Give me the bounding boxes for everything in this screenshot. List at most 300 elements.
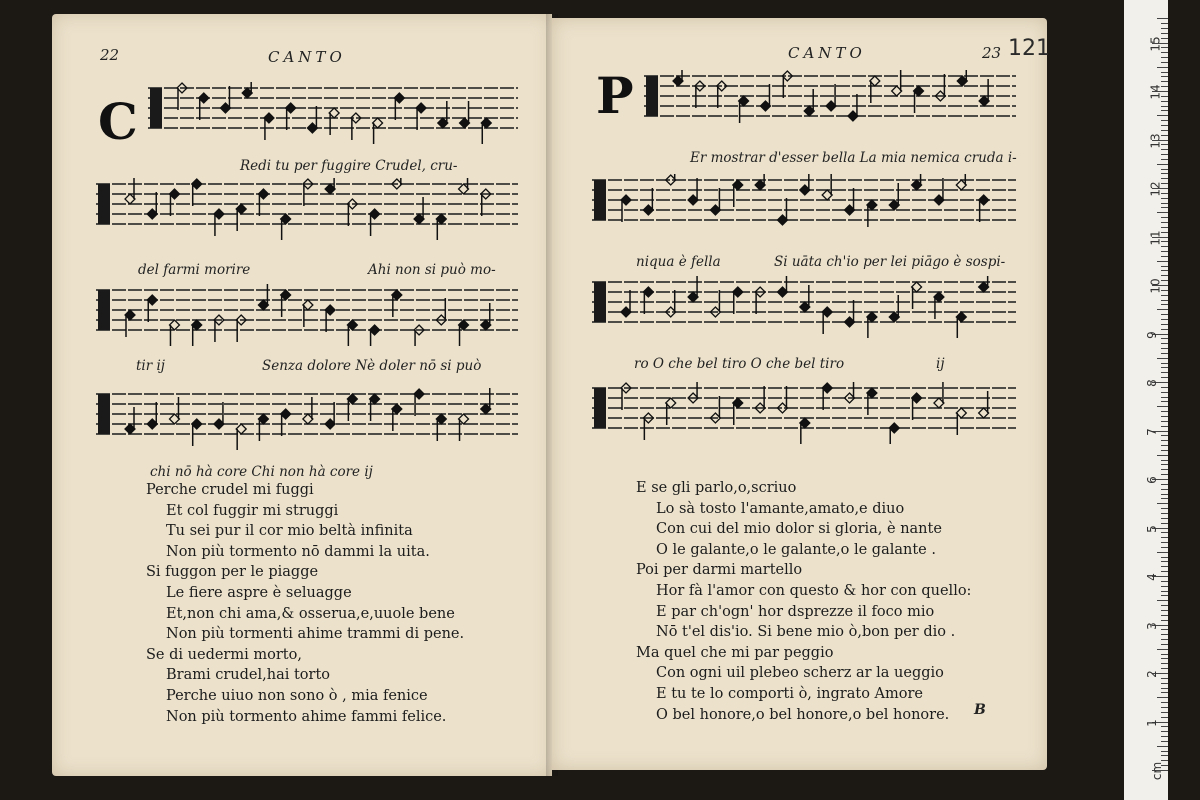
verse-line: Se di uedermi morto, [146,646,302,663]
music-note [258,414,268,441]
music-note [459,320,469,346]
ruler-tick [1161,377,1168,378]
music-note [979,79,989,106]
right-lyric-2: niqua è fella [636,254,721,270]
music-note [912,282,922,309]
right-initial-letter: P [596,66,634,125]
ruler-tick [1161,450,1168,451]
music-note [979,276,989,292]
ruler-tick [1161,692,1168,693]
verse-line: O le galante,o le galante,o le galante . [656,541,936,558]
ruler-tick [1161,266,1168,267]
music-note [979,391,989,418]
music-note [147,402,157,429]
left-lyric-2: del farmi morire [138,262,251,278]
verse-line: Et col fuggir mi struggi [166,502,339,519]
music-note [822,307,832,334]
ruler-tick [1161,348,1168,349]
music-note [845,188,855,215]
music-note [800,174,810,195]
measuring-ruler [1124,0,1168,800]
left-running-head: CANTO [268,48,346,66]
verse-line: Et,non chi ama,& osserua,e,uuole bene [166,605,455,622]
music-note [867,312,877,338]
music-note [392,404,402,431]
ruler-tick [1161,207,1168,208]
ruler-tick [1161,581,1168,582]
ruler-tick [1161,275,1168,276]
ruler-tick [1157,212,1168,213]
ruler-tick [1161,353,1168,354]
music-note [392,290,402,317]
music-note [220,86,230,113]
clef-mark [98,394,110,434]
ruler-tick [1161,256,1168,257]
music-note [845,300,855,327]
music-note [739,96,749,123]
right-lyric-4: ro O che bel tiro O che bel tiro [634,356,845,372]
ruler-tick [1161,717,1168,718]
music-note [643,287,653,314]
music-note [125,407,135,434]
music-note [643,413,653,440]
music-note [710,188,720,215]
ruler-number: 7 [1144,427,1159,436]
music-note [192,320,202,346]
ruler-tick [1161,81,1168,82]
ruler-tick [1157,261,1168,262]
music-note [870,76,880,103]
ruler-tick [1161,615,1168,616]
ruler-tick [1161,513,1168,514]
ruler-tick [1161,72,1168,73]
verse-line: Ma quel che mi par peggio [636,644,834,661]
signature-mark: B [974,702,986,718]
ruler-tick [1161,329,1168,330]
ruler-tick [1161,62,1168,63]
music-note [281,214,291,240]
music-note [777,386,787,413]
ruler-tick [1161,726,1168,727]
ruler-tick [1161,217,1168,218]
ruler-tick [1161,367,1168,368]
music-note [281,409,291,436]
ruler-tick [1157,358,1168,359]
ruler-number: 4 [1144,573,1159,581]
ruler-tick [1161,663,1168,664]
music-note [800,418,810,444]
music-note [460,101,470,128]
ruler-tick [1161,101,1168,102]
clef-mark [98,290,110,330]
ruler-tick [1161,523,1168,524]
ruler-tick [1161,731,1168,732]
verse-line: Tu sei pur il cor mio beltà infinita [166,523,413,540]
music-note [236,315,246,342]
ruler-tick [1161,547,1168,548]
music-note [777,198,787,225]
music-note [436,298,446,325]
music-note [347,394,357,421]
right-verses [636,478,971,725]
ruler-tick [1161,440,1168,441]
music-note [169,397,179,424]
music-note [481,189,491,216]
music-note [673,70,683,86]
ruler-tick [1161,227,1168,228]
music-note [303,179,313,206]
music-note [777,276,787,297]
ruler-tick [1157,697,1168,698]
ruler-tick [1157,164,1168,165]
music-note [688,178,698,205]
ruler-tick [1161,416,1168,417]
ruler-tick [1161,120,1168,121]
ruler-tick [1161,542,1168,543]
music-note [481,388,491,414]
ruler-tick [1161,173,1168,174]
ruler-tick [1161,474,1168,475]
music-note [414,325,424,346]
left-lyric-3: Ahi non si può mo- [368,262,496,278]
ruler-tick [1161,532,1168,533]
ruler-tick [1161,683,1168,684]
left-staff-3 [96,284,518,346]
music-note [242,82,252,98]
ruler-number: 11 [1148,229,1163,246]
ruler-tick [1161,251,1168,252]
left-verses [146,480,464,727]
music-note [436,214,446,240]
music-note [236,424,246,450]
verse-line: Perche crudel mi fuggi [146,482,314,498]
music-note [125,310,135,337]
music-note [889,423,899,444]
music-note [370,325,380,346]
music-note [848,94,858,121]
ruler-number: 12 [1148,181,1163,197]
ruler-tick [1161,28,1168,29]
music-note [414,197,424,224]
ruler-tick [1161,110,1168,111]
verse-line: Lo sà tosto l'amante,amato,e diuo [656,500,905,517]
ruler-tick [1161,489,1168,490]
ruler-tick [1161,154,1168,155]
clef-mark [594,282,606,322]
verse-line: Si fuggon per le piagge [146,564,319,581]
right-lyric-1: Er mostrar d'esser bella La mia nemica cruda i- [690,150,1017,166]
ruler-tick [1161,668,1168,669]
music-note [370,394,380,421]
music-note [214,315,224,342]
ruler-tick [1157,600,1168,601]
ruler-tick [1161,304,1168,305]
music-note [934,292,944,319]
music-note [956,408,966,435]
ruler-tick [1161,595,1168,596]
ruler-tick [1161,295,1168,296]
left-page-number: 22 [100,46,120,64]
ruler-tick [1161,392,1168,393]
music-note [912,393,922,420]
ruler-tick [1161,130,1168,131]
ruler-tick [1161,498,1168,499]
music-note [264,113,274,140]
music-note [459,178,469,194]
music-note [373,118,383,144]
left-staff-1 [148,82,518,144]
verse-line: Brami crudel,hai torto [166,667,331,684]
ruler-tick [1157,746,1168,747]
ruler-number: 8 [1144,379,1159,387]
ruler-tick [1161,338,1168,339]
ruler-tick [1161,469,1168,470]
ruler-tick [1161,343,1168,344]
music-note [199,93,209,120]
music-note [643,188,653,215]
ruler-tick [1161,222,1168,223]
ruler-tick [1157,455,1168,456]
verse-line: Non più tormento ahime fammi felice. [166,708,447,725]
music-note [307,106,317,133]
music-note [889,295,899,322]
left-lyric-6: chi nō hà core Chi non hà core ij [150,464,373,480]
music-note [169,189,179,216]
ruler-tick [1161,464,1168,465]
music-note [177,83,187,110]
ruler-tick [1157,406,1168,407]
music-note [192,419,202,446]
music-note [214,402,224,429]
music-note [822,174,832,200]
ruler-tick [1161,169,1168,170]
ruler-tick [1161,634,1168,635]
left-lyric-1: Redi tu per fuggire Crudel, cru- [240,158,458,174]
ruler-number: 15 [1148,35,1163,52]
ruler-tick [1161,76,1168,77]
ruler-tick [1161,654,1168,655]
music-note [394,93,404,120]
verse-line: Poi per darmi martello [636,562,803,579]
music-note [414,389,424,416]
music-note [303,397,313,424]
ruler-tick [1161,644,1168,645]
music-note [169,320,179,346]
ruler-tick [1161,658,1168,659]
music-note [236,204,246,231]
music-note [325,305,335,332]
ruler-number: 10 [1148,278,1163,294]
ruler-number: 5 [1144,524,1159,533]
music-note [325,402,335,429]
ruler-tick [1161,751,1168,752]
music-note [733,398,743,425]
ruler-number: 2 [1144,670,1159,678]
ruler-tick [1161,159,1168,160]
music-note [147,295,157,322]
music-note [329,108,339,135]
ruler-tick [1157,115,1168,116]
music-note [147,192,157,219]
music-note [733,180,743,207]
music-note [957,70,967,86]
music-note [325,178,335,194]
ruler-tick [1161,314,1168,315]
ruler-tick [1161,678,1168,679]
music-note [351,113,361,140]
ruler-tick [1157,503,1168,504]
right-staff-3 [592,276,1016,338]
ruler-number: 6 [1144,476,1159,484]
left-staff-4 [96,388,518,450]
ruler-number: 14 [1148,84,1163,100]
ruler-tick [1161,571,1168,572]
verse-line: E par ch'ogn' hor dsprezze il foco mio [656,603,935,620]
ruler-tick [1161,610,1168,611]
ruler-tick [1161,324,1168,325]
right-lyric-5: ij [936,356,945,372]
music-note [125,178,135,204]
ruler-tick [1161,741,1168,742]
music-note [688,276,698,302]
music-note [755,287,765,314]
ruler-tick [1161,566,1168,567]
ruler-tick [1161,518,1168,519]
music-note [621,383,631,410]
ruler-tick [1161,203,1168,204]
ruler-tick [1161,270,1168,271]
music-note [286,103,296,130]
ruler-tick [1161,620,1168,621]
ruler-tick [1161,586,1168,587]
ruler-tick [1161,178,1168,179]
music-note [214,209,224,236]
music-note [755,386,765,413]
clef-mark [594,180,606,220]
music-note [481,118,491,144]
ruler-tick [1161,557,1168,558]
verse-line: E tu te lo comporti ò, ingrato Amore [656,685,923,702]
music-note [347,199,357,226]
ruler-tick [1161,363,1168,364]
music-note [800,285,810,312]
verse-line: O bel honore,o bel honore,o bel honore. [656,706,950,723]
ruler-tick [1161,561,1168,562]
ruler-number: 9 [1144,330,1159,339]
ruler-tick [1161,397,1168,398]
music-note [782,71,792,98]
music-note [889,183,899,210]
ruler-tick [1161,300,1168,301]
clef-mark [150,88,162,128]
ruler-tick [1161,198,1168,199]
music-note [710,290,720,317]
ruler-tick [1157,18,1168,19]
music-note [436,414,446,441]
ruler-tick [1157,552,1168,553]
ruler-tick [1161,707,1168,708]
music-note [912,174,922,190]
music-note [892,70,902,96]
verse-line: E se gli parlo,o,scriuo [636,480,797,496]
ruler-tick [1161,494,1168,495]
left-lyric-4: tir ij [136,358,165,374]
music-note [755,174,765,190]
ruler-tick [1161,702,1168,703]
ruler-tick [1161,435,1168,436]
ruler-tick [1161,372,1168,373]
music-note [979,195,989,222]
music-note [192,179,202,206]
ruler-tick [1157,67,1168,68]
ruler-tick [1161,52,1168,53]
music-note [621,195,631,222]
verse-line: Le fiere aspre è seluagge [166,584,352,601]
music-note [481,303,491,330]
music-note [666,398,676,425]
ruler-tick [1161,629,1168,630]
ruler-tick [1161,125,1168,126]
clef-mark [594,388,606,428]
music-note [258,284,268,310]
verse-line: Con cui del mio dolor si gloria, è nante [656,521,942,538]
ruler-number: 3 [1144,621,1159,630]
music-note [914,86,924,113]
right-staff-2 [592,174,1016,236]
music-note [717,81,727,108]
ruler-tick [1161,33,1168,34]
ruler-number: 13 [1148,132,1163,149]
ruler-tick [1161,23,1168,24]
ruler-tick [1161,445,1168,446]
music-note [733,287,743,314]
ruler-tick [1161,421,1168,422]
music-note [695,81,705,108]
ruler-tick [1161,688,1168,689]
ruler-tick [1161,319,1168,320]
music-note [459,414,469,441]
ruler-unit: cm [1150,761,1165,781]
right-staff-4 [592,382,1016,444]
music-note [956,312,966,338]
music-note [867,388,877,415]
verse-line: Non più tormento nō dammi la uita. [166,543,430,560]
ruler-tick [1161,755,1168,756]
ruler-number: 1 [1144,718,1159,727]
music-note [760,84,770,111]
music-note [934,178,944,205]
ruler-tick [1161,712,1168,713]
music-note [826,84,836,111]
verse-line: Perche uiuo non sono ò , mia fenice [166,687,428,704]
verse-line: Con ogni uil plebeo scherz ar la ueggio [656,665,944,682]
verse-line: Non più tormenti ahime trammi di pene. [166,626,465,643]
music-note [370,209,380,236]
ruler-tick [1161,387,1168,388]
right-lyric-3: Si uāta ch'io per lei piāgo è sospi- [774,254,1006,270]
ruler-tick [1161,401,1168,402]
music-note [688,382,698,403]
music-note [416,103,426,130]
verse-line: Nō t'el dis'io. Si bene mio ò,bon per dio . [656,624,956,641]
music-note [935,74,945,101]
music-note [710,396,720,423]
right-running-head: CANTO [788,44,866,62]
ruler-tick [1157,309,1168,310]
music-note [258,189,268,216]
ruler-tick [1161,57,1168,58]
music-note [956,174,966,190]
